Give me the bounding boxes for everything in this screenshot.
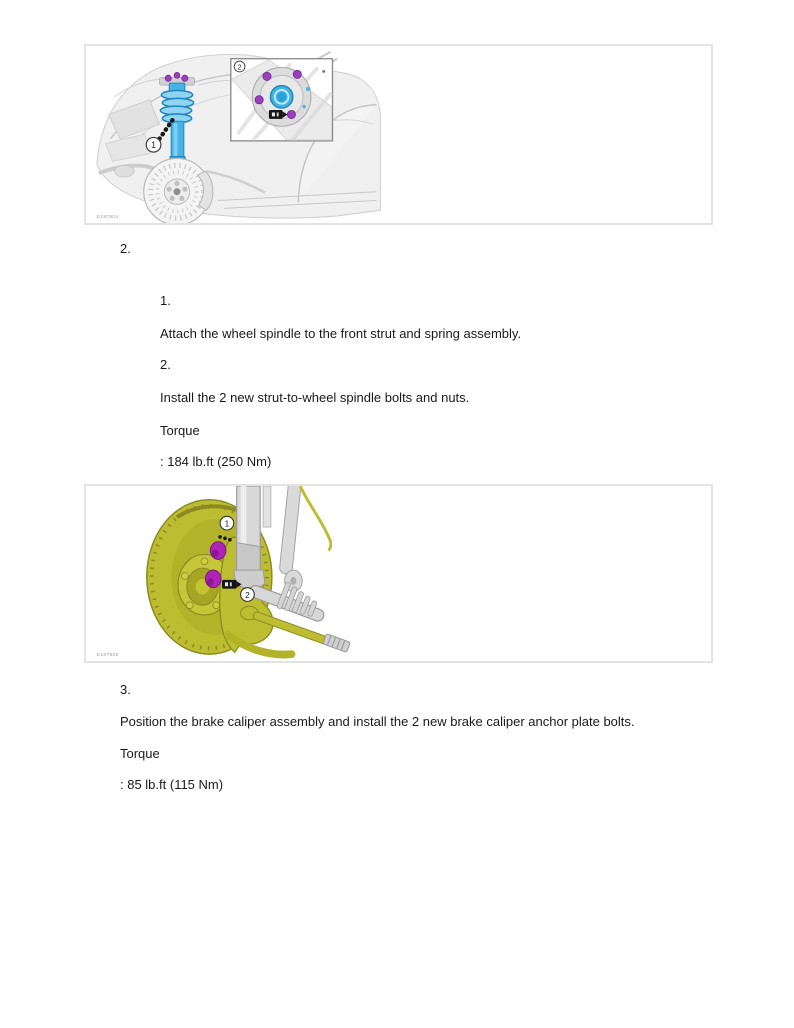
callout-1-number: 1 [224, 518, 230, 529]
strut-top-mount-inset [231, 59, 333, 141]
mount-bolt-icon [293, 70, 301, 78]
callout-1-number: 1 [151, 140, 156, 151]
callout-2-number: 2 [245, 589, 250, 600]
substep-2-number: 2. [160, 357, 171, 372]
substep-1-text: Attach the wheel spindle to the front strut and spring assembly. [160, 326, 522, 341]
step-2-number: 2. [120, 241, 131, 256]
figure-strut-location-illustration [86, 46, 711, 223]
step-3-torque-value: : 85 lb.ft (115 Nm) [120, 777, 224, 792]
strut-top-bolt-icon [165, 75, 171, 81]
substep-2-torque-value: : 184 lb.ft (250 Nm) [160, 454, 272, 469]
figure-2-label: E187905 [96, 653, 119, 659]
substep-2-torque-label: Torque [160, 423, 200, 438]
step-3-text: Position the brake caliper assembly and install the 2 new brake caliper anchor plate bolts. [120, 714, 635, 729]
strut-top-bolt-icon [182, 75, 188, 81]
figure-spindle-assembly [84, 484, 713, 663]
callout-2-marker [241, 588, 255, 602]
stabilizer-link [279, 486, 302, 592]
substep-2-text: Install the 2 new strut-to-wheel spindle bolts and nuts. [160, 390, 470, 405]
step-3-number: 3. [120, 682, 131, 697]
spindle-bolt-icon [210, 542, 226, 560]
figure-spindle-assembly-illustration [86, 486, 711, 661]
step-3-torque-label: Torque [120, 746, 160, 761]
figure-1-label: E187904 [96, 215, 119, 221]
substep-1-number: 1. [160, 293, 171, 308]
brake-hose-yellow [300, 486, 331, 551]
mount-bolt-icon [255, 96, 263, 104]
callout-2-number: 2 [237, 62, 242, 72]
spindle-bolt-icon [205, 570, 221, 588]
mount-bolt-icon [263, 72, 271, 80]
strut-top-bolt-icon [174, 72, 180, 78]
mount-bolt-icon [287, 110, 295, 118]
figure-strut-location [84, 44, 713, 225]
